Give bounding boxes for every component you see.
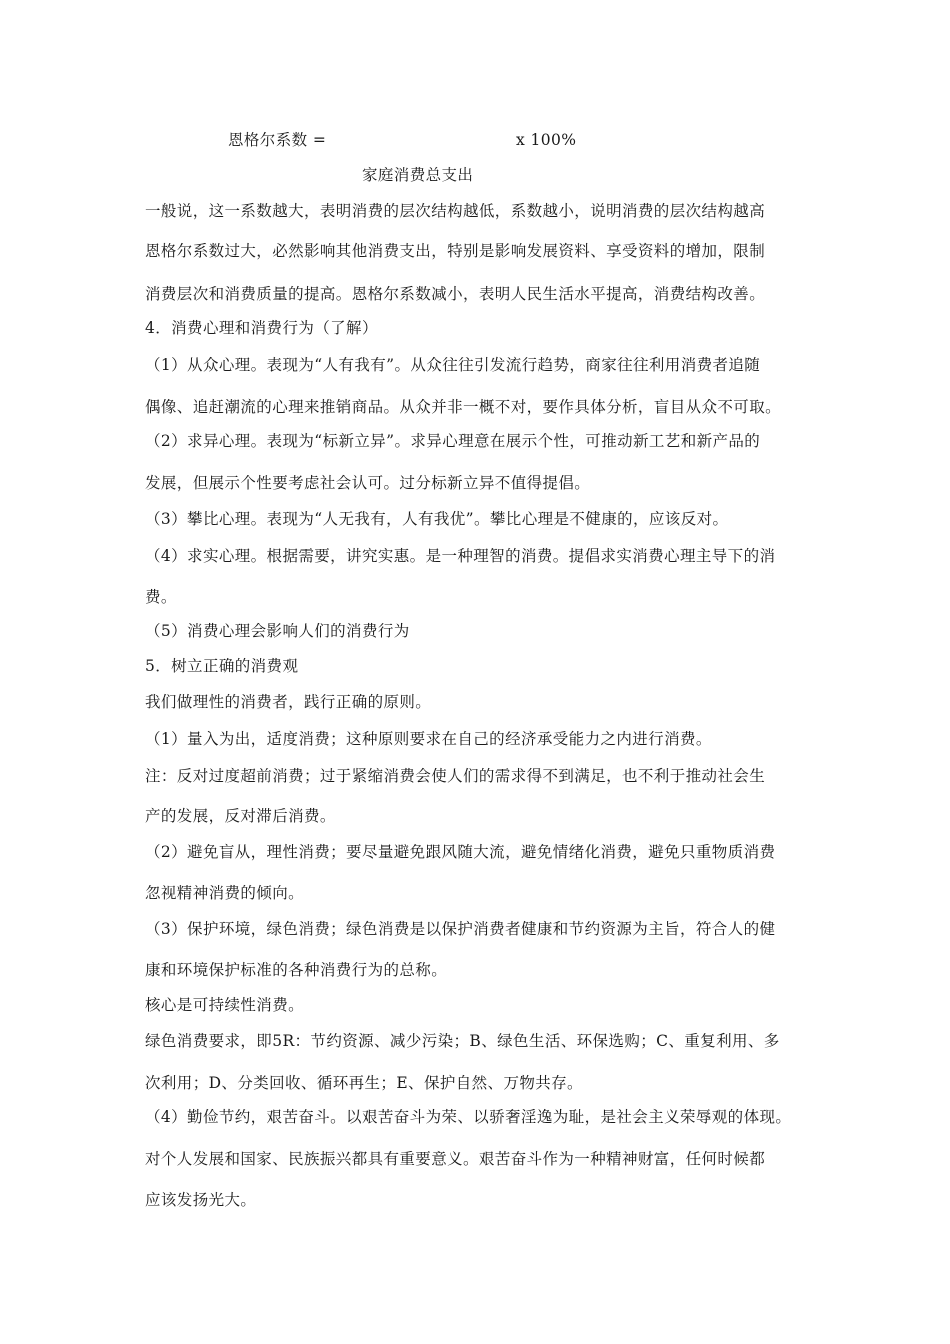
paragraph-line: 费。 [145, 588, 177, 606]
paragraph-line: 康和环境保护标准的各种消费行为的总称。 [145, 961, 448, 979]
formula-factor: x 100% [516, 131, 577, 149]
paragraph-line: 一般说，这一系数越大，表明消费的层次结构越低，系数越小，说明消费的层次结构越高 [145, 202, 766, 220]
paragraph-line: （1）量入为出，适度消费；这种原则要求在自己的经济承受能力之内进行消费。 [145, 730, 712, 748]
paragraph-line: （3）保护环境，绿色消费；绿色消费是以保护消费者健康和节约资源为主旨，符合人的健 [145, 920, 776, 938]
section-heading: 4．消费心理和消费行为（了解） [145, 319, 378, 337]
paragraph-line: 核心是可持续性消费。 [145, 996, 305, 1014]
paragraph-line: 次利用；D、分类回收、循环再生；E、保护自然、万物共存。 [145, 1074, 583, 1092]
paragraph-line: 发展，但展示个性要考虑社会认可。过分标新立异不值得提倡。 [145, 474, 591, 492]
paragraph-line: 恩格尔系数过大，必然影响其他消费支出，特别是影响发展资料、享受资料的增加，限制 [145, 242, 766, 260]
paragraph-line: 绿色消费要求，即5R：节约资源、减少污染；B、绿色生活、环保选购；C、重复利用、多 [145, 1032, 780, 1050]
paragraph-line: 我们做理性的消费者，践行正确的原则。 [145, 693, 432, 711]
paragraph-line: 偶像、追赶潮流的心理来推销商品。从众并非一概不对，要作具体分析，盲目从众不可取。 [145, 398, 782, 416]
formula-denominator: 家庭消费总支出 [362, 166, 474, 184]
paragraph-line: （4）勤俭节约，艰苦奋斗。以艰苦奋斗为荣、以骄奢淫逸为耻，是社会主义荣辱观的体现。 [145, 1108, 792, 1126]
paragraph-line: 应该发扬光大。 [145, 1191, 257, 1209]
paragraph-line: 对个人发展和国家、民族振兴都具有重要意义。艰苦奋斗作为一种精神财富，任何时候都 [145, 1150, 766, 1168]
section-heading: 5．树立正确的消费观 [145, 657, 299, 675]
paragraph-line: （5）消费心理会影响人们的消费行为 [145, 622, 410, 640]
paragraph-line: （2）求异心理。表现为“标新立异”。求异心理意在展示个性，可推动新工艺和新产品的 [145, 432, 761, 450]
paragraph-line: （3）攀比心理。表现为“人无我有，人有我优”。攀比心理是不健康的，应该反对。 [145, 510, 729, 528]
formula-label: 恩格尔系数 = [228, 131, 327, 149]
paragraph-line: （1）从众心理。表现为“人有我有”。从众往往引发流行趋势，商家往往利用消费者追随 [145, 356, 761, 374]
paragraph-line: 忽视精神消费的倾向。 [145, 884, 305, 902]
paragraph-line: 消费层次和消费质量的提高。恩格尔系数减小，表明人民生活水平提高，消费结构改善。 [145, 285, 766, 303]
paragraph-line: 注：反对过度超前消费；过于紧缩消费会使人们的需求得不到满足，也不利于推动社会生 [145, 767, 766, 785]
paragraph-line: （4）求实心理。根据需要，讲究实惠。是一种理智的消费。提倡求实消费心理主导下的消 [145, 547, 776, 565]
paragraph-line: （2）避免盲从，理性消费；要尽量避免跟风随大流，避免情绪化消费，避免只重物质消费 [145, 843, 776, 861]
paragraph-line: 产的发展，反对滞后消费。 [145, 807, 336, 825]
